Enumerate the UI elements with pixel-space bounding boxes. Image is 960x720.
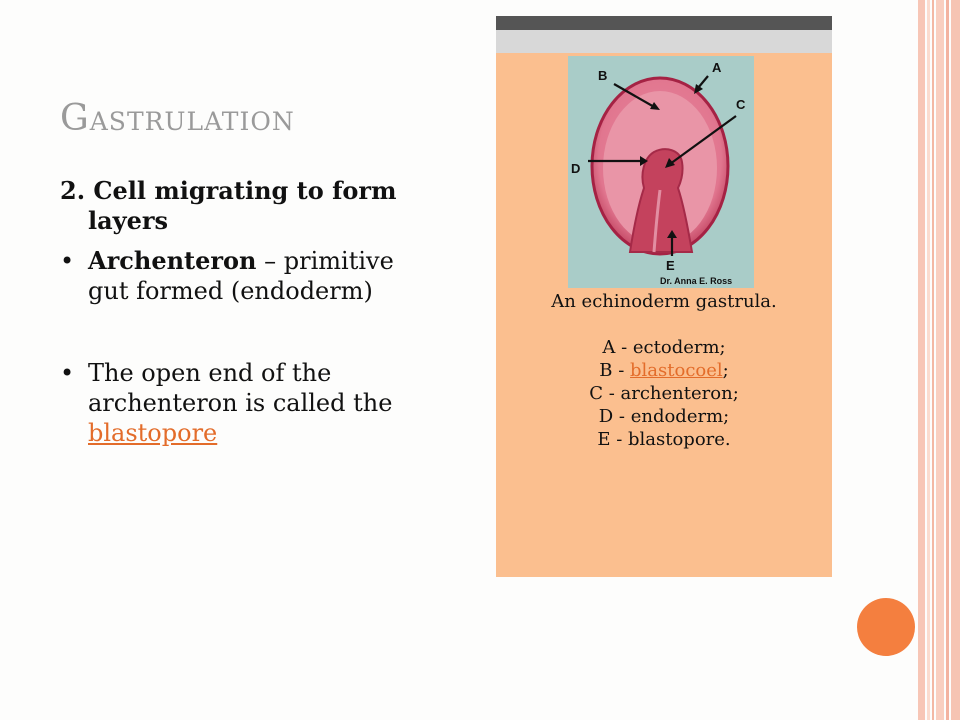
decorative-stripe (932, 0, 934, 720)
term-dash: – (256, 247, 277, 275)
bullet-blastopore (60, 358, 400, 448)
legend-item-e: E - blastopore. (597, 429, 731, 450)
legend-item-d: D - endoderm; (598, 406, 730, 427)
figure-panel (496, 16, 832, 577)
bullet-marker: • (60, 247, 75, 275)
panel-bar (496, 16, 832, 30)
decorative-stripe (927, 0, 930, 720)
label-c: C (736, 97, 746, 112)
bullet-archenteron (60, 246, 400, 306)
label-e: E (666, 258, 675, 273)
bullet-marker: • (60, 359, 75, 387)
term-archenteron: Archenteron (88, 246, 257, 275)
figure-caption (496, 290, 832, 451)
legend-item-a: A - ectoderm; (602, 337, 726, 358)
gastrula-micrograph (568, 56, 754, 288)
blastopore-text: The open end of the archenteron is called the (88, 359, 393, 417)
legend-b-prefix: B - (599, 360, 631, 381)
decorative-stripe (946, 0, 949, 720)
numbered-heading: 2. Cell migrating to form layers (60, 176, 397, 235)
legend-b-suffix: ; (722, 360, 729, 381)
legend-item-b (496, 359, 832, 382)
decorative-stripe (951, 0, 960, 720)
label-b: B (598, 68, 608, 83)
archenteron-definition: primitive gut formed (endoderm) (88, 247, 394, 305)
decorative-stripe (936, 0, 944, 720)
decorative-stripe (918, 0, 925, 720)
bullet-list (60, 176, 400, 458)
panel-bar (496, 30, 832, 53)
slide-title: Gastrulation (60, 98, 295, 139)
blastopore-link[interactable]: blastopore (88, 419, 218, 447)
legend-item-c: C - archenteron; (589, 383, 739, 404)
image-credit: Dr. Anna E. Ross (660, 276, 733, 286)
label-a: A (712, 60, 722, 75)
decorative-circle (857, 598, 915, 656)
label-d: D (571, 161, 581, 176)
blastocoel-link[interactable]: blastocoel (630, 360, 723, 381)
caption-title: An echinoderm gastrula. (551, 291, 777, 312)
